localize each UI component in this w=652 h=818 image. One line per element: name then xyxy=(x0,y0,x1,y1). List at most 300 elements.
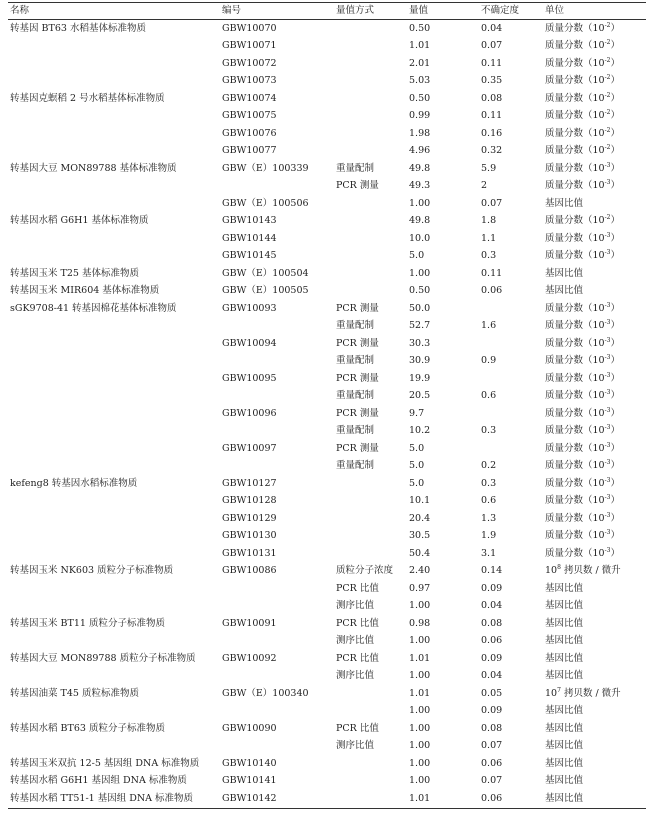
cell-name: 转基因大豆 MON89788 基体标准物质 xyxy=(10,162,177,174)
cell-method xyxy=(334,773,407,791)
table-row xyxy=(8,90,646,108)
unit-text: 基因比值 xyxy=(545,582,584,594)
cell-value: 1.00 xyxy=(409,600,431,612)
cell-unit xyxy=(543,73,646,91)
cell-name xyxy=(8,458,220,476)
table-row xyxy=(8,125,646,143)
unit-text: 基因比值 xyxy=(545,722,584,734)
cell-unit xyxy=(543,248,646,266)
header-method: 量值方式 xyxy=(336,5,375,16)
cell-method: PCR 测量 xyxy=(336,302,379,314)
table-row xyxy=(8,300,646,318)
table-row xyxy=(8,405,646,423)
cell-name xyxy=(8,528,220,546)
table-row xyxy=(8,143,646,161)
cell-name: 转基因水稻 G6H1 基体标准物质 xyxy=(10,215,149,227)
cell-uncertainty: 0.06 xyxy=(481,757,503,769)
unit-exponent: -3 xyxy=(604,441,611,449)
cell-method: PCR 比值 xyxy=(336,722,379,734)
unit-suffix: ） xyxy=(610,337,620,349)
cell-code xyxy=(220,633,334,651)
cell-value: 20.4 xyxy=(409,512,431,524)
table-row xyxy=(8,160,646,178)
cell-name: 转基因玉米 T25 基体标准物质 xyxy=(10,267,139,279)
cell-code: GBW10086 xyxy=(222,565,277,577)
cell-value: 30.5 xyxy=(409,530,431,542)
cell-method: 重量配制 xyxy=(336,425,375,437)
unit-text: 质量分数（10 xyxy=(545,75,605,87)
table-row xyxy=(8,195,646,213)
cell-method: PCR 测量 xyxy=(336,372,379,384)
cell-method xyxy=(334,283,407,301)
cell-name xyxy=(8,405,220,423)
cell-value: 1.01 xyxy=(409,652,431,664)
cell-method xyxy=(334,703,407,721)
unit-text: 质量分数（10 xyxy=(545,110,605,122)
cell-value: 1.01 xyxy=(409,40,431,52)
cell-uncertainty: 2 xyxy=(481,180,488,192)
cell-code: GBW10093 xyxy=(222,302,277,314)
cell-code: GBW10092 xyxy=(222,652,277,664)
cell-uncertainty: 0.07 xyxy=(481,40,503,52)
cell-uncertainty: 1.1 xyxy=(481,232,497,244)
cell-name: 转基因油菜 T45 质粒标准物质 xyxy=(10,687,139,699)
unit-exponent: -3 xyxy=(604,301,611,309)
cell-code xyxy=(220,178,334,196)
cell-unit xyxy=(543,773,646,791)
unit-text: 基因比值 xyxy=(545,775,584,787)
unit-text: 基因比值 xyxy=(545,197,584,209)
cell-method: PCR 比值 xyxy=(336,582,379,594)
cell-unit xyxy=(543,20,646,38)
cell-method: 测序比值 xyxy=(336,670,375,682)
unit-exponent: -2 xyxy=(604,39,611,47)
cell-value: 1.00 xyxy=(409,722,431,734)
cell-value: 49.3 xyxy=(409,180,431,192)
cell-uncertainty: 0.11 xyxy=(481,110,503,122)
cell-unit xyxy=(543,335,646,353)
unit-text: 质量分数（10 xyxy=(545,250,605,262)
cell-value: 1.00 xyxy=(409,267,431,279)
cell-value: 19.9 xyxy=(409,372,431,384)
cell-name xyxy=(8,440,220,458)
unit-text: 质量分数（10 xyxy=(545,180,605,192)
table-row xyxy=(8,353,646,371)
unit-exponent: -3 xyxy=(604,249,611,257)
cell-value: 4.96 xyxy=(409,145,431,157)
cell-unit xyxy=(543,423,646,441)
table-row xyxy=(8,230,646,248)
unit-text: 基因比值 xyxy=(545,740,584,752)
cell-code: GBW（E）100504 xyxy=(222,267,309,279)
cell-method xyxy=(334,73,407,91)
cell-unit xyxy=(543,563,646,581)
cell-name: 转基因 BT63 水稻基体标准物质 xyxy=(10,22,146,34)
unit-exponent: -3 xyxy=(604,511,611,519)
cell-code: GBW10071 xyxy=(222,40,277,52)
cell-unit xyxy=(543,755,646,773)
unit-suffix: ） xyxy=(610,232,620,244)
cell-value: 1.00 xyxy=(409,197,431,209)
unit-suffix: ） xyxy=(610,57,620,69)
unit-suffix: ） xyxy=(610,145,620,157)
cell-uncertainty: 1.8 xyxy=(481,215,497,227)
cell-value: 2.40 xyxy=(409,565,431,577)
cell-uncertainty: 5.9 xyxy=(481,162,497,174)
cell-uncertainty: 0.6 xyxy=(481,390,497,402)
cell-code: GBW10141 xyxy=(222,775,277,787)
cell-uncertainty: 0.08 xyxy=(481,617,503,629)
cell-unit xyxy=(543,125,646,143)
unit-suffix: ） xyxy=(610,40,620,52)
cell-code: GBW10127 xyxy=(222,477,277,489)
cell-method xyxy=(334,493,407,511)
cell-uncertainty xyxy=(479,335,543,353)
cell-unit xyxy=(543,143,646,161)
unit-suffix: ） xyxy=(610,530,620,542)
cell-unit xyxy=(543,720,646,738)
table-row xyxy=(8,528,646,546)
cell-unit xyxy=(543,738,646,756)
unit-exponent: 8 xyxy=(557,564,561,572)
cell-unit xyxy=(543,108,646,126)
cell-uncertainty: 1.6 xyxy=(481,320,497,332)
table-row xyxy=(8,773,646,791)
cell-method: PCR 比值 xyxy=(336,617,379,629)
cell-uncertainty: 0.07 xyxy=(481,740,503,752)
cell-uncertainty: 0.09 xyxy=(481,582,503,594)
cell-name xyxy=(8,178,220,196)
cell-method xyxy=(334,20,407,38)
cell-code: GBW10142 xyxy=(222,792,277,804)
unit-text: 质量分数（10 xyxy=(545,355,605,367)
reference-material-table xyxy=(8,2,646,809)
table-row xyxy=(8,440,646,458)
unit-suffix: ） xyxy=(610,215,620,227)
unit-exponent: -2 xyxy=(604,56,611,64)
header-value: 量值 xyxy=(409,5,429,16)
unit-text: 基因比值 xyxy=(545,792,584,804)
cell-uncertainty: 0.06 xyxy=(481,635,503,647)
cell-code xyxy=(220,580,334,598)
cell-name xyxy=(8,108,220,126)
unit-exponent: -3 xyxy=(604,406,611,414)
unit-text: 10 xyxy=(545,565,558,577)
unit-text: 质量分数（10 xyxy=(545,57,605,69)
cell-method: 重量配制 xyxy=(336,162,375,174)
cell-value: 1.01 xyxy=(409,687,431,699)
cell-name: 转基因玉米 MIR604 基体标准物质 xyxy=(10,285,160,297)
cell-code xyxy=(220,318,334,336)
cell-method: PCR 测量 xyxy=(336,442,379,454)
header-code: 编号 xyxy=(222,5,242,16)
cell-unit xyxy=(543,213,646,231)
cell-name xyxy=(8,370,220,388)
unit-exponent: 7 xyxy=(557,686,561,694)
cell-unit xyxy=(543,283,646,301)
table-row xyxy=(8,650,646,668)
unit-exponent: -3 xyxy=(604,459,611,467)
unit-text: 质量分数（10 xyxy=(545,372,605,384)
unit-text: 质量分数（10 xyxy=(545,337,605,349)
cell-code: GBW10144 xyxy=(222,232,277,244)
cell-code: GBW10145 xyxy=(222,250,277,262)
cell-code: GBW10097 xyxy=(222,442,277,454)
unit-suffix: 拷贝数 / 微升 xyxy=(560,687,621,699)
header-uncertainty: 不确定度 xyxy=(481,5,520,16)
cell-unit xyxy=(543,318,646,336)
table-row xyxy=(8,563,646,581)
cell-unit xyxy=(543,615,646,633)
cell-unit xyxy=(543,668,646,686)
cell-name xyxy=(8,353,220,371)
unit-text: 10 xyxy=(545,687,558,699)
cell-method xyxy=(334,230,407,248)
cell-value: 1.00 xyxy=(409,757,431,769)
cell-code: GBW10131 xyxy=(222,547,277,559)
cell-code xyxy=(220,703,334,721)
cell-code: GBW10091 xyxy=(222,617,277,629)
cell-method xyxy=(334,545,407,563)
table-row xyxy=(8,178,646,196)
unit-exponent: -2 xyxy=(604,91,611,99)
table-row xyxy=(8,213,646,231)
cell-uncertainty xyxy=(479,300,543,318)
table-row xyxy=(8,493,646,511)
cell-method: 重量配制 xyxy=(336,320,375,332)
cell-name xyxy=(8,510,220,528)
cell-method: 重量配制 xyxy=(336,390,375,402)
cell-method xyxy=(334,475,407,493)
cell-uncertainty: 0.04 xyxy=(481,670,503,682)
unit-suffix: ） xyxy=(610,320,620,332)
unit-text: 质量分数（10 xyxy=(545,162,605,174)
cell-unit xyxy=(543,55,646,73)
cell-name: 转基因玉米双抗 12-5 基因组 DNA 标准物质 xyxy=(10,757,200,769)
unit-text: 质量分数（10 xyxy=(545,442,605,454)
cell-method: PCR 测量 xyxy=(336,180,379,192)
cell-uncertainty xyxy=(479,440,543,458)
table-row xyxy=(8,755,646,773)
cell-unit xyxy=(543,160,646,178)
cell-name: 转基因玉米 BT11 质粒分子标准物质 xyxy=(10,617,165,629)
cell-code: GBW10075 xyxy=(222,110,277,122)
cell-value: 0.97 xyxy=(409,582,431,594)
cell-name: sGK9708-41 转基因棉花基体标准物质 xyxy=(10,302,177,314)
unit-suffix: ） xyxy=(610,75,620,87)
cell-value: 1.98 xyxy=(409,127,431,139)
table-row xyxy=(8,545,646,563)
cell-method xyxy=(334,755,407,773)
cell-value: 10.0 xyxy=(409,232,431,244)
unit-suffix: ） xyxy=(610,110,620,122)
unit-suffix: ） xyxy=(610,477,620,489)
unit-text: 基因比值 xyxy=(545,600,584,612)
cell-method xyxy=(334,143,407,161)
table-row xyxy=(8,633,646,651)
cell-value: 5.0 xyxy=(409,442,425,454)
unit-suffix: ） xyxy=(610,547,620,559)
unit-text: 基因比值 xyxy=(545,652,584,664)
table-row xyxy=(8,475,646,493)
cell-name xyxy=(8,318,220,336)
unit-text: 质量分数（10 xyxy=(545,232,605,244)
cell-name: 转基因玉米 NK603 质粒分子标准物质 xyxy=(10,565,174,577)
table-row xyxy=(8,265,646,283)
unit-suffix: ） xyxy=(610,372,620,384)
table-row xyxy=(8,335,646,353)
cell-name: kefeng8 转基因水稻标准物质 xyxy=(10,477,138,489)
table-row xyxy=(8,598,646,616)
cell-unit xyxy=(543,545,646,563)
table-row xyxy=(8,248,646,266)
table-row xyxy=(8,703,646,721)
table-row xyxy=(8,318,646,336)
cell-code: GBW10074 xyxy=(222,92,277,104)
cell-code: GBW10095 xyxy=(222,372,277,384)
unit-text: 质量分数（10 xyxy=(545,460,605,472)
unit-exponent: -3 xyxy=(604,371,611,379)
unit-exponent: -3 xyxy=(604,231,611,239)
cell-value: 1.00 xyxy=(409,705,431,717)
cell-method: PCR 测量 xyxy=(336,407,379,419)
cell-method: 测序比值 xyxy=(336,600,375,612)
cell-unit xyxy=(543,510,646,528)
table-row xyxy=(8,108,646,126)
unit-exponent: -2 xyxy=(604,74,611,82)
cell-uncertainty: 0.07 xyxy=(481,775,503,787)
cell-unit xyxy=(543,493,646,511)
cell-name xyxy=(8,423,220,441)
cell-name xyxy=(8,248,220,266)
cell-uncertainty: 3.1 xyxy=(481,547,497,559)
cell-value: 5.0 xyxy=(409,477,425,489)
cell-method xyxy=(334,125,407,143)
cell-uncertainty: 0.06 xyxy=(481,792,503,804)
cell-value: 50.4 xyxy=(409,547,431,559)
cell-name xyxy=(8,55,220,73)
unit-suffix: 拷贝数 / 微升 xyxy=(560,565,621,577)
unit-exponent: -2 xyxy=(604,144,611,152)
table-row xyxy=(8,510,646,528)
unit-suffix: ） xyxy=(610,442,620,454)
cell-uncertainty xyxy=(479,405,543,423)
cell-unit xyxy=(543,353,646,371)
cell-unit xyxy=(543,38,646,56)
unit-text: 质量分数（10 xyxy=(545,320,605,332)
cell-code xyxy=(220,423,334,441)
cell-value: 5.0 xyxy=(409,460,425,472)
cell-value: 10.1 xyxy=(409,495,431,507)
cell-unit xyxy=(543,598,646,616)
unit-exponent: -2 xyxy=(604,21,611,29)
unit-text: 质量分数（10 xyxy=(545,40,605,52)
cell-unit xyxy=(543,633,646,651)
cell-code: GBW10072 xyxy=(222,57,277,69)
cell-method xyxy=(334,510,407,528)
unit-exponent: -2 xyxy=(604,126,611,134)
unit-suffix: ） xyxy=(610,425,620,437)
unit-text: 质量分数（10 xyxy=(545,425,605,437)
cell-method xyxy=(334,213,407,231)
table-row xyxy=(8,388,646,406)
unit-exponent: -3 xyxy=(604,179,611,187)
cell-unit xyxy=(543,265,646,283)
cell-value: 1.01 xyxy=(409,792,431,804)
cell-value: 0.99 xyxy=(409,110,431,122)
unit-text: 基因比值 xyxy=(545,267,584,279)
cell-method: 重量配制 xyxy=(336,460,375,472)
cell-code: GBW（E）100506 xyxy=(222,197,309,209)
cell-code xyxy=(220,458,334,476)
unit-exponent: -3 xyxy=(604,336,611,344)
cell-name xyxy=(8,195,220,213)
cell-code: GBW10073 xyxy=(222,75,277,87)
unit-suffix: ） xyxy=(610,250,620,262)
unit-suffix: ） xyxy=(610,92,620,104)
cell-name: 转基因水稻 G6H1 基因组 DNA 标准物质 xyxy=(10,775,187,787)
cell-value: 30.9 xyxy=(409,355,431,367)
cell-value: 5.0 xyxy=(409,250,425,262)
cell-value: 49.8 xyxy=(409,215,431,227)
cell-uncertainty: 0.09 xyxy=(481,705,503,717)
unit-suffix: ） xyxy=(610,512,620,524)
cell-unit xyxy=(543,685,646,703)
unit-suffix: ） xyxy=(610,180,620,192)
cell-method: 质粒分子浓度 xyxy=(336,565,394,577)
table-row xyxy=(8,458,646,476)
cell-uncertainty: 0.3 xyxy=(481,425,497,437)
unit-text: 质量分数（10 xyxy=(545,547,605,559)
cell-code: GBW10140 xyxy=(222,757,277,769)
cell-value: 1.00 xyxy=(409,740,431,752)
cell-name xyxy=(8,598,220,616)
header-row xyxy=(8,3,646,20)
cell-code: GBW（E）100340 xyxy=(222,687,309,699)
unit-text: 质量分数（10 xyxy=(545,512,605,524)
cell-method xyxy=(334,248,407,266)
table-row xyxy=(8,55,646,73)
cell-uncertainty: 0.9 xyxy=(481,355,497,367)
cell-name xyxy=(8,335,220,353)
unit-exponent: -3 xyxy=(604,389,611,397)
unit-exponent: -2 xyxy=(604,214,611,222)
cell-method: 测序比值 xyxy=(336,635,375,647)
table-row xyxy=(8,20,646,38)
unit-suffix: ） xyxy=(610,22,620,34)
cell-value: 1.00 xyxy=(409,635,431,647)
table-header xyxy=(8,3,646,20)
cell-uncertainty: 0.08 xyxy=(481,722,503,734)
cell-method xyxy=(334,265,407,283)
unit-suffix: ） xyxy=(610,302,620,314)
cell-code: GBW（E）100505 xyxy=(222,285,309,297)
cell-method xyxy=(334,55,407,73)
cell-method xyxy=(334,790,407,808)
table-body xyxy=(8,20,646,809)
cell-uncertainty: 0.2 xyxy=(481,460,497,472)
cell-method xyxy=(334,90,407,108)
unit-suffix: ） xyxy=(610,407,620,419)
cell-uncertainty: 0.04 xyxy=(481,22,503,34)
cell-name xyxy=(8,143,220,161)
table-row xyxy=(8,615,646,633)
cell-uncertainty: 0.6 xyxy=(481,495,497,507)
cell-value: 5.03 xyxy=(409,75,431,87)
cell-code: GBW10076 xyxy=(222,127,277,139)
cell-unit xyxy=(543,580,646,598)
cell-value: 10.2 xyxy=(409,425,431,437)
